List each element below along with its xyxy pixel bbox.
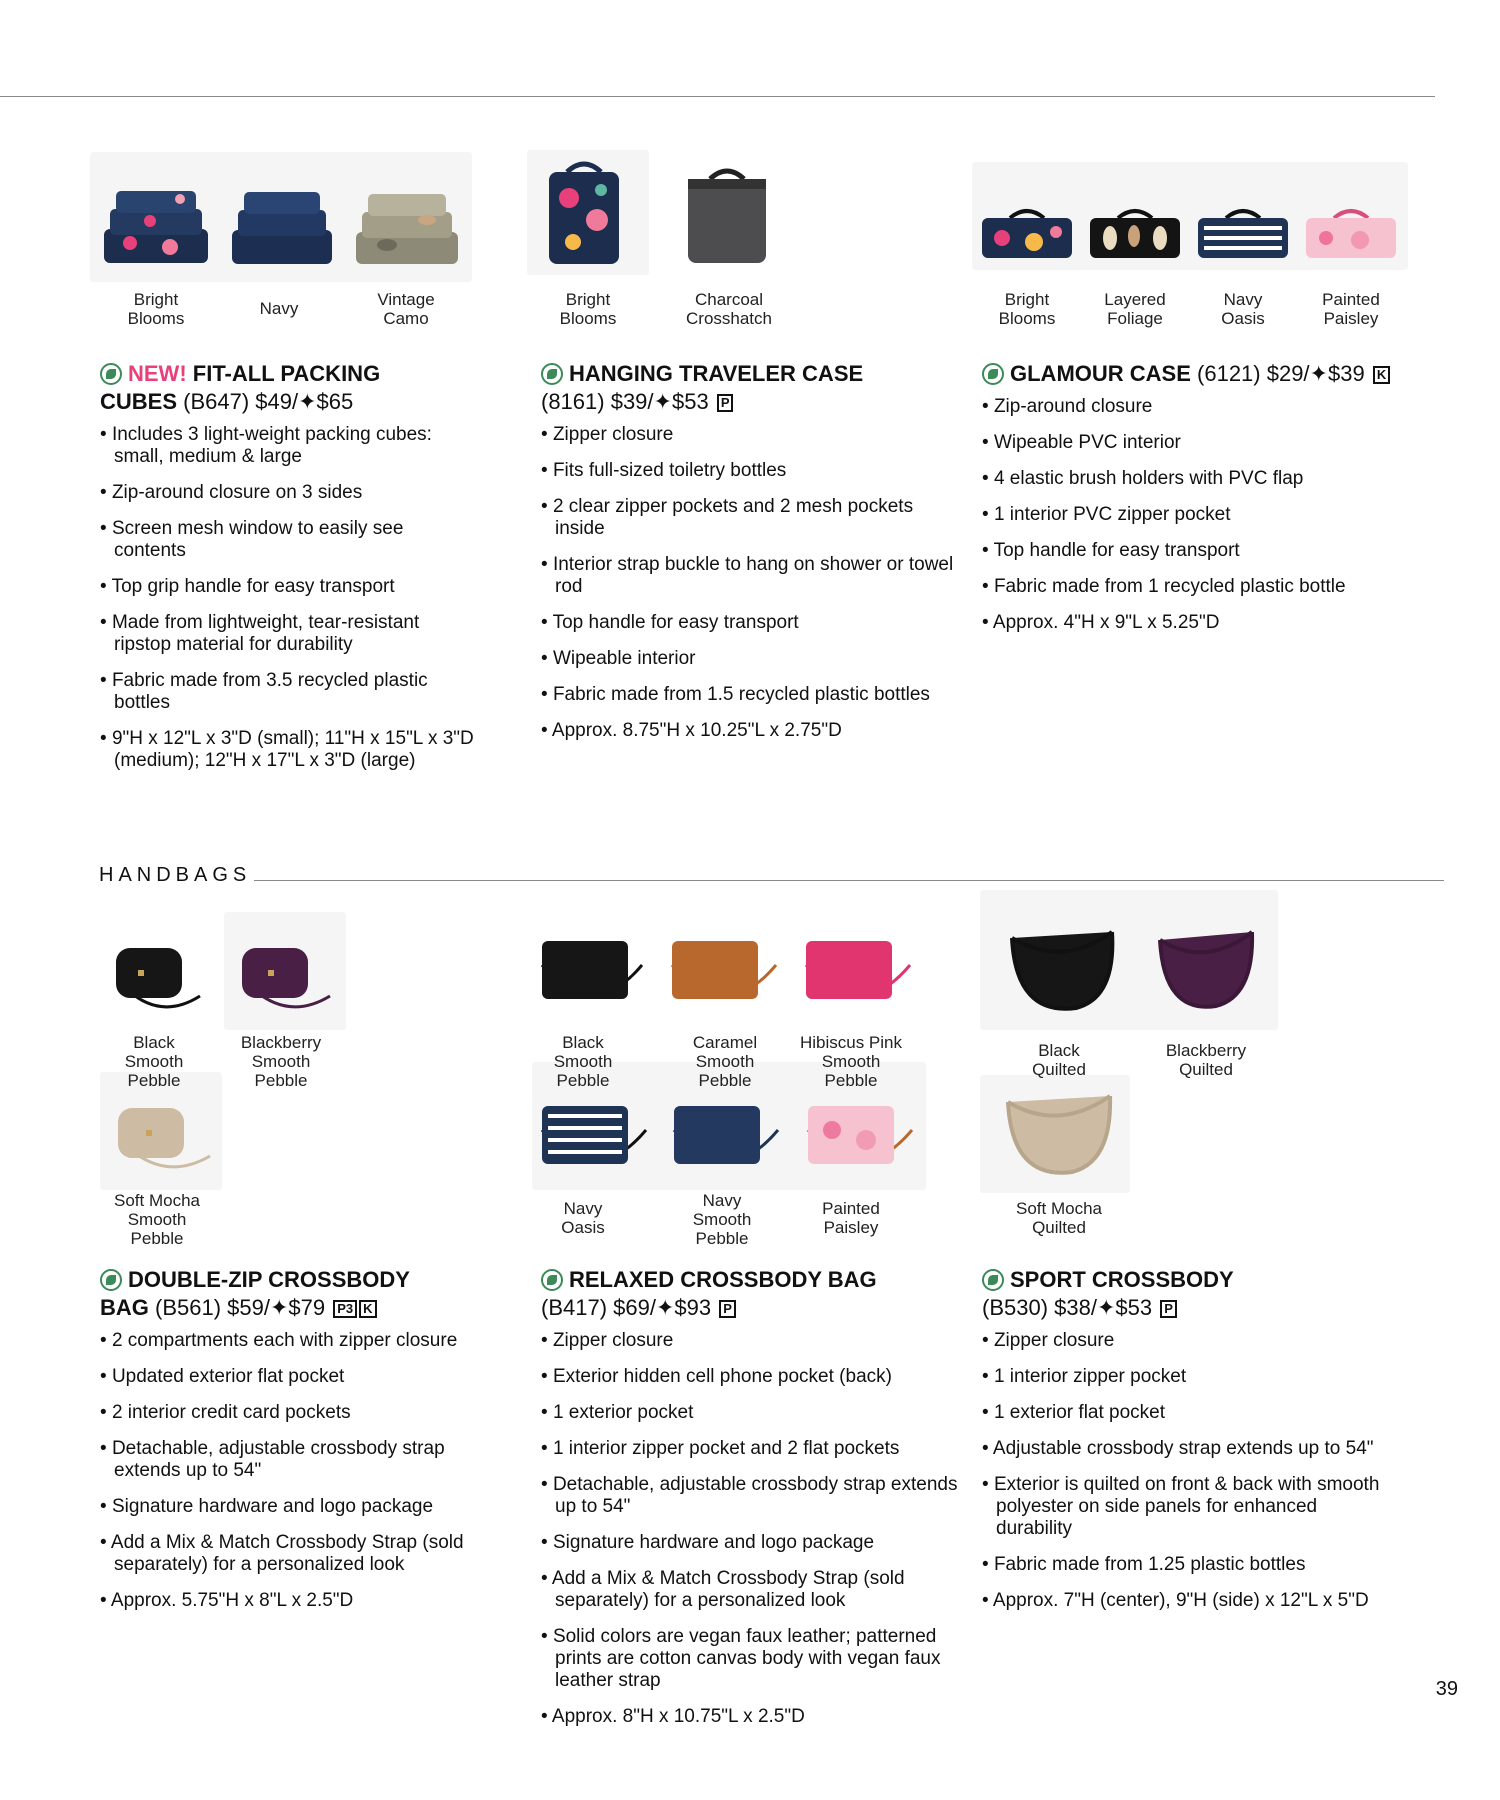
relaxed-caramel-image: [668, 935, 780, 1015]
page-number: 39: [1435, 1678, 1458, 1700]
swatch-label: Hibiscus Pink Smooth Pebble: [799, 1033, 903, 1090]
feature-item: • Fabric made from 1.5 recycled plastic bottles: [541, 684, 961, 706]
ca-price: $53: [671, 389, 709, 414]
section-heading-handbags: HANDBAGS: [99, 864, 252, 886]
relaxed-black-image: [538, 935, 646, 1013]
product-name: FIT-ALL PACKING: [192, 361, 381, 386]
product-fit-all-packing-cubes: [100, 360, 480, 786]
feature-list: [982, 396, 1422, 634]
recycled-icon: [100, 363, 122, 385]
feature-item: • Detachable, adjustable crossbody strap extends up to 54": [541, 1474, 961, 1518]
double-zip-black-image: [108, 940, 204, 1016]
product-title: [541, 360, 961, 416]
recycled-icon: [982, 1269, 1004, 1291]
feature-item: • Updated exterior flat pocket: [100, 1366, 480, 1388]
product-name: RELAXED CROSSBODY BAG: [569, 1267, 877, 1292]
swatch-label: Navy: [259, 299, 299, 318]
product-title: [100, 1266, 480, 1322]
ca-price: $53: [1115, 1295, 1153, 1320]
swatch-label: Painted Paisley: [1322, 290, 1380, 328]
product-name-cont: BAG: [100, 1295, 149, 1320]
feature-item: • Zip-around closure on 3 sides: [100, 482, 480, 504]
packing-cubes-bright-blooms-image: [100, 185, 212, 267]
maple-leaf-icon: ✦: [269, 1295, 289, 1320]
product-name: SPORT CROSSBODY: [1010, 1267, 1234, 1292]
maple-leaf-icon: ✦: [298, 389, 317, 414]
feature-item: • 1 interior zipper pocket and 2 flat pockets: [541, 1438, 961, 1460]
feature-item: • Screen mesh window to easily see contents: [100, 518, 480, 562]
product-name-cont: CUBES: [100, 389, 178, 414]
ca-price: $39: [1327, 361, 1365, 386]
product-price: (B530) $38/: [982, 1295, 1097, 1320]
product-glamour-case: [982, 360, 1422, 648]
product-price: (6121) $29/: [1197, 361, 1310, 386]
sport-crossbody-black-image: [996, 918, 1126, 1018]
swatch-label: Navy Oasis: [1221, 290, 1265, 328]
packing-cubes-vintage-camo-image: [352, 190, 462, 268]
swatch-label: Navy Oasis: [561, 1199, 605, 1237]
feature-item: • Fabric made from 1 recycled plastic bottle: [982, 576, 1422, 598]
feature-item: • Exterior hidden cell phone pocket (back): [541, 1366, 961, 1388]
badge-p: P: [1160, 1300, 1177, 1318]
swatch-label: Blackberry Smooth Pebble: [240, 1033, 322, 1090]
feature-item: • 1 exterior flat pocket: [982, 1402, 1382, 1424]
feature-item: • Signature hardware and logo package: [100, 1496, 480, 1518]
swatch-label: Caramel Smooth Pebble: [692, 1033, 758, 1090]
product-sport-crossbody: [982, 1266, 1382, 1626]
feature-item: • 4 elastic brush holders with PVC flap: [982, 468, 1422, 490]
feature-item: • Fabric made from 3.5 recycled plastic bottles: [100, 670, 480, 714]
feature-item: • 2 compartments each with zipper closure: [100, 1330, 480, 1352]
relaxed-hibiscus-pink-image: [802, 935, 914, 1015]
feature-list: [982, 1330, 1382, 1612]
swatch-label: Black Smooth Pebble: [553, 1033, 613, 1090]
feature-item: • Signature hardware and logo package: [541, 1532, 961, 1554]
swatch-label: Black Smooth Pebble: [124, 1033, 184, 1090]
product-title: [100, 360, 480, 416]
swatch-label: Painted Paisley: [822, 1199, 880, 1237]
leaf-icon: [100, 1269, 122, 1291]
leaf-icon: [541, 1269, 563, 1291]
feature-item: • Approx. 8.75"H x 10.25"L x 2.75"D: [541, 720, 961, 742]
product-name: DOUBLE-ZIP CROSSBODY: [128, 1267, 410, 1292]
product-title: [541, 1266, 961, 1322]
feature-item: • Approx. 4"H x 9"L x 5.25"D: [982, 612, 1422, 634]
swatch-label: Bright Blooms: [559, 290, 617, 328]
swatch-label: Bright Blooms: [998, 290, 1056, 328]
feature-item: • Approx. 7"H (center), 9"H (side) x 12"L x 5"D: [982, 1590, 1382, 1612]
badge-p: P: [719, 1300, 736, 1318]
feature-item: • Exterior is quilted on front & back with smooth polyester on side panels for enhanced durability: [982, 1474, 1382, 1540]
feature-list: [100, 424, 480, 772]
glamour-case-navy-oasis-image: [1196, 208, 1290, 260]
hanging-case-charcoal-crosshatch-image: [684, 165, 770, 265]
product-relaxed-crossbody-bag: [541, 1266, 961, 1742]
feature-item: • 1 interior zipper pocket: [982, 1366, 1382, 1388]
ca-price: $79: [288, 1295, 326, 1320]
product-price: (B647) $49/: [183, 389, 299, 414]
feature-item: • Top handle for easy transport: [541, 612, 961, 634]
swatch-label: Vintage Camo: [377, 290, 435, 328]
feature-item: • Wipeable PVC interior: [982, 432, 1422, 454]
feature-item: • Interior strap buckle to hang on shower or towel rod: [541, 554, 961, 598]
double-zip-blackberry-image: [234, 940, 334, 1016]
swatch-label: Bright Blooms: [127, 290, 185, 328]
swatch-label: Layered Foliage: [1104, 290, 1166, 328]
feature-item: • 2 clear zipper pockets and 2 mesh pockets inside: [541, 496, 961, 540]
feature-item: • Zipper closure: [982, 1330, 1382, 1352]
swatch-label: Blackberry Quilted: [1165, 1041, 1247, 1079]
glamour-case-painted-paisley-image: [1304, 208, 1398, 260]
maple-leaf-icon: ✦: [655, 1295, 675, 1320]
feature-item: • 9"H x 12"L x 3"D (small); 11"H x 15"L x 3"D (medium); 12"H x 17"L x 3"D (large): [100, 728, 480, 772]
product-double-zip-crossbody: [100, 1266, 480, 1626]
product-price: (8161) $39/: [541, 389, 654, 414]
badge-p3: P3: [333, 1300, 357, 1318]
new-label: NEW!: [128, 361, 187, 386]
recycled-icon: [982, 363, 1004, 385]
packing-cubes-navy-image: [228, 188, 336, 268]
swatch-label: Soft Mocha Smooth Pebble: [114, 1191, 200, 1248]
ca-price: $93: [674, 1295, 712, 1320]
feature-item: • Detachable, adjustable crossbody strap extends up to 54": [100, 1438, 480, 1482]
feature-item: • Solid colors are vegan faux leather; patterned prints are cotton canvas body with vegan faux leather strap: [541, 1626, 961, 1692]
product-name: GLAMOUR CASE: [1010, 361, 1191, 386]
feature-item: • Adjustable crossbody strap extends up to 54": [982, 1438, 1382, 1460]
badge-k: K: [1373, 366, 1390, 384]
feature-item: • Add a Mix & Match Crossbody Strap (sold separately) for a personalized look: [100, 1532, 480, 1576]
glamour-case-bright-blooms-image: [980, 208, 1074, 260]
glamour-case-layered-foliage-image: [1088, 208, 1182, 260]
product-title: [982, 360, 1422, 388]
product-hanging-traveler-case: [541, 360, 961, 756]
product-price: (B417) $69/: [541, 1295, 656, 1320]
product-price: (B561) $59/: [155, 1295, 270, 1320]
feature-item: • Made from lightweight, tear-resistant ripstop material for durability: [100, 612, 480, 656]
feature-item: • Zipper closure: [541, 424, 961, 446]
maple-leaf-icon: ✦: [1309, 361, 1328, 386]
badge-k: K: [359, 1300, 376, 1318]
swatch-label: Charcoal Crosshatch: [686, 290, 772, 328]
feature-item: • Zipper closure: [541, 1330, 961, 1352]
feature-item: • Wipeable interior: [541, 648, 961, 670]
feature-item: • Approx. 8"H x 10.75"L x 2.5"D: [541, 1706, 961, 1728]
feature-item: • Approx. 5.75"H x 8"L x 2.5"D: [100, 1590, 480, 1612]
product-name: HANGING TRAVELER CASE: [569, 361, 864, 386]
hanging-case-bright-blooms-image: [545, 160, 623, 268]
feature-item: • Top grip handle for easy transport: [100, 576, 480, 598]
feature-item: • Fabric made from 1.25 plastic bottles: [982, 1554, 1382, 1576]
section-rule: [254, 880, 1444, 881]
maple-leaf-icon: ✦: [653, 389, 672, 414]
feature-item: • Top handle for easy transport: [982, 540, 1422, 562]
top-rule: [0, 96, 1435, 97]
double-zip-soft-mocha-image: [110, 1100, 214, 1176]
maple-leaf-icon: ✦: [1096, 1295, 1116, 1320]
ca-price: $65: [316, 389, 354, 414]
feature-item: • 1 exterior pocket: [541, 1402, 961, 1424]
badge-p: P: [717, 394, 734, 412]
relaxed-navy-oasis-image: [538, 1100, 650, 1180]
feature-list: [100, 1330, 480, 1612]
relaxed-painted-paisley-image: [804, 1100, 916, 1180]
feature-item: • 1 interior PVC zipper pocket: [982, 504, 1422, 526]
feature-item: • Includes 3 light-weight packing cubes: small, medium & large: [100, 424, 480, 468]
feature-list: [541, 1330, 961, 1728]
relaxed-navy-image: [670, 1100, 782, 1180]
feature-item: • 2 interior credit card pockets: [100, 1402, 480, 1424]
feature-list: [541, 424, 961, 742]
feature-item: • Add a Mix & Match Crossbody Strap (sold separately) for a personalized look: [541, 1568, 961, 1612]
sport-crossbody-blackberry-image: [1150, 920, 1264, 1016]
swatch-label: Navy Smooth Pebble: [692, 1191, 752, 1248]
feature-item: • Fits full-sized toiletry bottles: [541, 460, 961, 482]
recycled-icon: [541, 363, 563, 385]
swatch-label: Soft Mocha Quilted: [1016, 1199, 1102, 1237]
sport-crossbody-soft-mocha-image: [996, 1080, 1122, 1184]
swatch-label: Black Quilted: [1032, 1041, 1086, 1079]
product-title: [982, 1266, 1382, 1322]
feature-item: • Zip-around closure: [982, 396, 1422, 418]
